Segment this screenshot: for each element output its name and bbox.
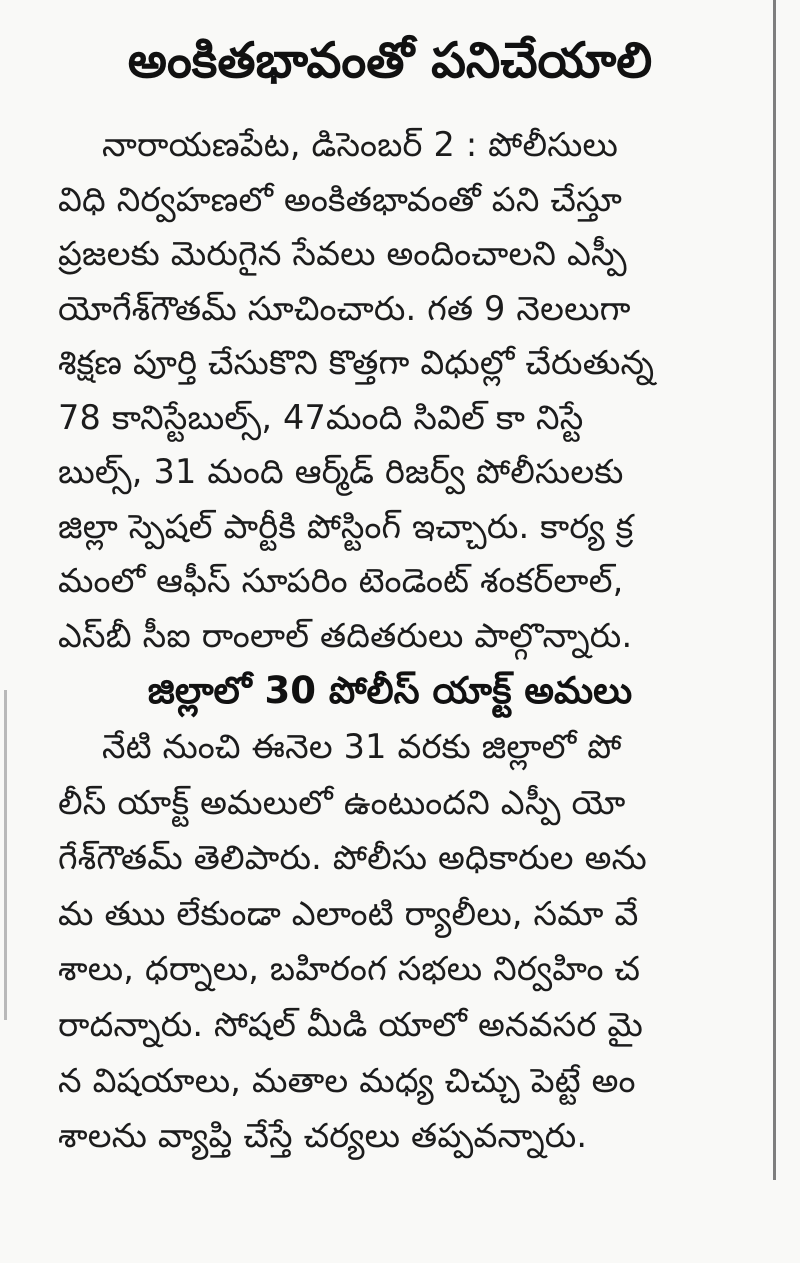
text-line: విధి నిర్వహణలో అంకితభావంతో పని చేస్తూ [58, 179, 623, 219]
article-body [58, 118, 722, 1164]
text-line: మంలో ఆఫీస్ సూపరిం టెండెంట్ శంకర్‌లాల్, [58, 561, 624, 600]
paragraph-main [58, 118, 722, 663]
article-headline: అంకితభావంతో పనిచేయాలి [127, 32, 653, 89]
text-line: నారాయణపేట, డిసెంబర్ 2 : పోలీసులు [102, 125, 619, 164]
column-rule-left [4, 690, 7, 1020]
text-line: నేటి నుంచి ఈనెల 31 వరకు జిల్లాలో పో [102, 727, 622, 766]
text-line: యోగేశ్‌గౌతమ్ సూచించారు. గత 9 నెలలుగా [58, 288, 631, 328]
column-rule-right [773, 0, 776, 1180]
text-line: 78 కానిస్టేబుల్స్, 47మంది సివిల్ కా నిస్టే [58, 397, 584, 437]
article-subheading: జిల్లాలో 30 పోలీస్ యాక్ట్ అమలు [147, 669, 633, 712]
text-line: శిక్షణ పూర్తి చేసుకొని కొత్తగా విధుల్లో చేరుతున్న [58, 343, 655, 382]
text-line: లీస్ యాక్ట్ అమలులో ఉంటుందని ఎస్పీ యో [58, 782, 626, 822]
text-line: రాదన్నారు. సోషల్ మీడి యాలో అనవసర మై [58, 1004, 643, 1044]
text-line: న విషయాలు, మతాల మధ్య చిచ్చు పెట్టే అం [58, 1060, 636, 1100]
text-line: శాలను వ్యాప్తి చేస్తే చర్యలు తప్పవన్నారు. [58, 1116, 588, 1156]
text-line: జిల్లా స్పెషల్ పార్టీకి పోస్టింగ్ ఇచ్చారు. కార్య క్ర [58, 506, 634, 546]
text-line: ఎస్‌బీ సీఐ రాంలాల్ తదితరులు పాల్గొన్నారు. [58, 615, 633, 655]
text-line: ప్రజలకు మెరుగైన సేవలు అందించాలని ఎస్పీ [58, 234, 627, 273]
text-line: శాలు, ధర్నాలు, బహిరంగ సభలు నిర్వహిం చ [58, 949, 641, 989]
text-line: మ తుుు లేకుండా ఎలాంటి ర్యాలీలు, సమా వే [58, 893, 639, 933]
text-line: బుల్స్, 31 మంది ఆర్మ్‌డ్ రిజర్వ్ పోలీసులకు [58, 452, 624, 491]
text-line: గేశ్‌గౌతమ్ తెలిపారు. పోలీసు అధికారుల అను [58, 838, 647, 878]
paragraph-police-act [58, 719, 722, 1164]
